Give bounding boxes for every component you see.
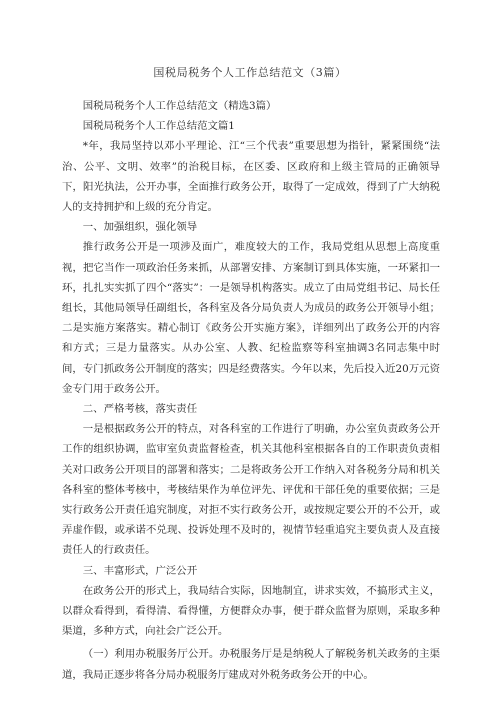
document-subtitle: 国税局税务个人工作总结范文（精选3篇） bbox=[82, 100, 277, 112]
section-heading-2: 二、严格考核，落实责任 bbox=[82, 403, 198, 416]
section-heading-1: 一、加强组织，强化领导 bbox=[82, 221, 198, 234]
body-paragraph-1: 推行政务公开是一项涉及面广，难度较大的工作，我局党组从思想上高度重视，把它当作一项政治任务来抓，从部署安排、方案制订到具体实施，一环紧扣一环，扎扎实实抓了四个“落实”：一是领导机构落实。成立了由局党组书记、局长任组长，其他局领导任副组长，各科室及各分局负责人为成员的政务公开领导小组；二是实施方案落实。精心制订《政务公开实施方案》，详细列出了政务公开的内容和方式；三是力量落实。从办公室、人教、纪检监察等科室抽调3名同志集中时间，专门抓政务公开制度的落实；四是经费落实。今年以来，先后投入近20万元资金专门用于政务公开。 bbox=[62, 241, 440, 395]
body-paragraph-2: 一是根据政务公开的特点，对各科室的工作进行了明确，办公室负责政务公开工作的组织协调，监审室负责监督检查，机关其他科室根据各自的工作职责负责相关对口政务公开项目的部署和落实；二是将政务公开工作纳入对各税务分局和机关各科室的整体考核中，考核结果作为单位评先、评优和干部任免的重要依据；三是实行政务公开责任追究制度，对拒不实行政务公开，或按规定要公开的不公开，或弄虚作假，或承诺不兑现、投诉处理不及时的，视情节轻重追究主要负责人及直接责任人的行政责任。 bbox=[62, 423, 440, 557]
body-paragraph-3: 在政务公开的形式上，我局结合实际，因地制宜，讲求实效，不搞形式主义，以群众看得到，看得清、看得懂，方便群众办事，便于群众监督为原则，采取多种渠道，多种方式，向社会广泛公开。 bbox=[62, 584, 440, 638]
document-body bbox=[62, 96, 440, 685]
document-title: 国税局税务个人工作总结范文（3篇） bbox=[153, 66, 347, 79]
section-heading-3: 三、丰富形式，广泛公开 bbox=[82, 564, 198, 577]
section-heading-article-1: 国税局税务个人工作总结范文篇1 bbox=[82, 120, 235, 133]
intro-paragraph: *年，我局坚持以邓小平理论、江“三个代表”重要思想为指针，紧紧围绕“法治、公平、文明、效率”的治税目标，在区委、区政府和上级主管局的正确领导下，阳光执法，公开办事，全面推行政务公开，取得了一定成效，得到了广大纳税人的支持拥护和上级的充分肯定。 bbox=[62, 140, 440, 214]
body-paragraph-4: （一）利用办税服务厅公开。办税服务厅是是纳税人了解税务机关政务的主渠道，我局正逐步将各分局办税服务厅建成对外税务政务公开的中心。 bbox=[62, 648, 440, 681]
